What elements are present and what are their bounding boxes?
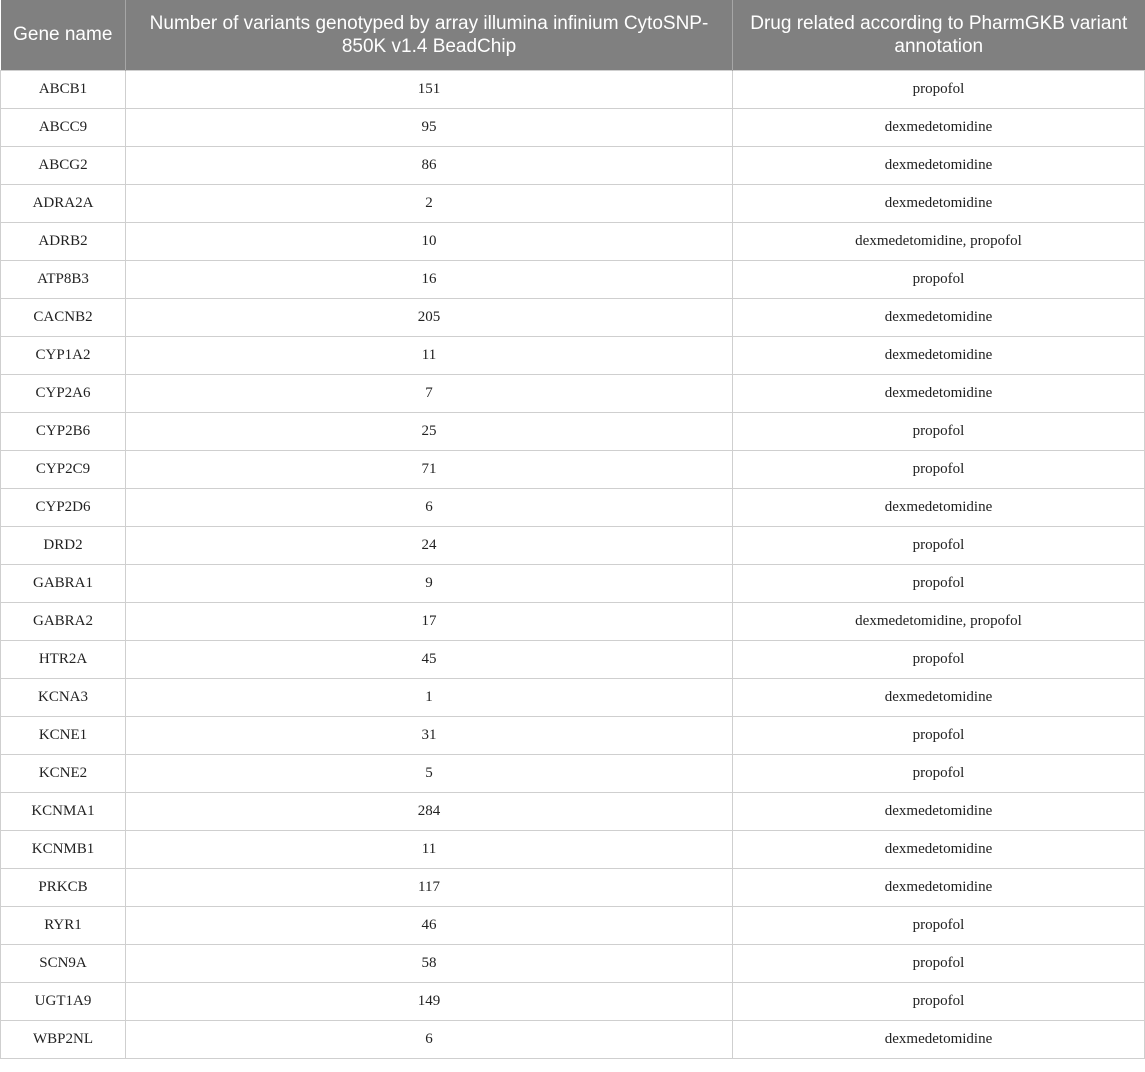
variant-count-cell: 11 <box>126 830 733 868</box>
table-row <box>1 602 1145 640</box>
drug-cell: dexmedetomidine <box>733 830 1145 868</box>
variant-count-cell: 2 <box>126 184 733 222</box>
variant-count-cell: 71 <box>126 450 733 488</box>
variant-count-cell: 5 <box>126 754 733 792</box>
gene-name-cell: ATP8B3 <box>1 260 126 298</box>
gene-name-cell: HTR2A <box>1 640 126 678</box>
header-gene-name: Gene name <box>1 0 126 70</box>
table-row <box>1 944 1145 982</box>
variant-count-cell: 6 <box>126 1020 733 1058</box>
drug-cell: propofol <box>733 754 1145 792</box>
drug-cell: propofol <box>733 450 1145 488</box>
gene-name-cell: UGT1A9 <box>1 982 126 1020</box>
gene-name-cell: CYP2B6 <box>1 412 126 450</box>
variant-count-cell: 284 <box>126 792 733 830</box>
drug-cell: propofol <box>733 640 1145 678</box>
gene-name-cell: ADRA2A <box>1 184 126 222</box>
variant-count-cell: 24 <box>126 526 733 564</box>
gene-name-cell: KCNMB1 <box>1 830 126 868</box>
gene-name-cell: CYP1A2 <box>1 336 126 374</box>
table-row <box>1 184 1145 222</box>
drug-cell: dexmedetomidine, propofol <box>733 222 1145 260</box>
variant-count-cell: 58 <box>126 944 733 982</box>
table-row <box>1 678 1145 716</box>
gene-name-cell: WBP2NL <box>1 1020 126 1058</box>
table-row <box>1 108 1145 146</box>
table-row <box>1 640 1145 678</box>
drug-cell: propofol <box>733 564 1145 602</box>
table-row <box>1 488 1145 526</box>
variant-count-cell: 95 <box>126 108 733 146</box>
variant-count-cell: 1 <box>126 678 733 716</box>
gene-name-cell: GABRA1 <box>1 564 126 602</box>
gene-name-cell: RYR1 <box>1 906 126 944</box>
table-row <box>1 1020 1145 1058</box>
drug-cell: dexmedetomidine <box>733 488 1145 526</box>
variant-count-cell: 151 <box>126 70 733 108</box>
table-row <box>1 336 1145 374</box>
table-row <box>1 868 1145 906</box>
variant-count-cell: 16 <box>126 260 733 298</box>
variant-count-cell: 9 <box>126 564 733 602</box>
header-drug-related: Drug related according to PharmGKB variant annotation <box>733 0 1145 70</box>
table-row <box>1 564 1145 602</box>
table-row <box>1 146 1145 184</box>
header-row <box>1 0 1145 70</box>
gene-name-cell: GABRA2 <box>1 602 126 640</box>
table-row <box>1 450 1145 488</box>
variant-count-cell: 11 <box>126 336 733 374</box>
table-row <box>1 260 1145 298</box>
table-row <box>1 906 1145 944</box>
table-row <box>1 982 1145 1020</box>
gene-name-cell: CACNB2 <box>1 298 126 336</box>
drug-cell: dexmedetomidine <box>733 1020 1145 1058</box>
variant-count-cell: 117 <box>126 868 733 906</box>
drug-cell: dexmedetomidine <box>733 108 1145 146</box>
gene-name-cell: ADRB2 <box>1 222 126 260</box>
drug-cell: propofol <box>733 982 1145 1020</box>
drug-cell: propofol <box>733 412 1145 450</box>
table-header <box>1 0 1145 70</box>
variant-count-cell: 7 <box>126 374 733 412</box>
table-row <box>1 222 1145 260</box>
drug-cell: dexmedetomidine <box>733 184 1145 222</box>
drug-cell: propofol <box>733 70 1145 108</box>
gene-name-cell: ABCB1 <box>1 70 126 108</box>
drug-cell: dexmedetomidine, propofol <box>733 602 1145 640</box>
variant-count-cell: 149 <box>126 982 733 1020</box>
table-row <box>1 716 1145 754</box>
table-row <box>1 830 1145 868</box>
drug-cell: propofol <box>733 526 1145 564</box>
drug-cell: propofol <box>733 906 1145 944</box>
gene-name-cell: KCNMA1 <box>1 792 126 830</box>
table-row <box>1 792 1145 830</box>
variant-count-cell: 6 <box>126 488 733 526</box>
drug-cell: dexmedetomidine <box>733 374 1145 412</box>
header-variant-count: Number of variants genotyped by array illumina infinium CytoSNP-850K v1.4 BeadChip <box>126 0 733 70</box>
table-row <box>1 374 1145 412</box>
variant-count-cell: 31 <box>126 716 733 754</box>
drug-cell: dexmedetomidine <box>733 336 1145 374</box>
drug-cell: dexmedetomidine <box>733 298 1145 336</box>
table-row <box>1 754 1145 792</box>
variant-count-cell: 25 <box>126 412 733 450</box>
variant-count-cell: 10 <box>126 222 733 260</box>
drug-cell: dexmedetomidine <box>733 146 1145 184</box>
drug-cell: propofol <box>733 260 1145 298</box>
gene-name-cell: PRKCB <box>1 868 126 906</box>
table-row <box>1 526 1145 564</box>
gene-name-cell: KCNE1 <box>1 716 126 754</box>
variant-count-cell: 86 <box>126 146 733 184</box>
drug-cell: dexmedetomidine <box>733 868 1145 906</box>
variant-count-cell: 45 <box>126 640 733 678</box>
table-row <box>1 70 1145 108</box>
variant-count-cell: 46 <box>126 906 733 944</box>
drug-cell: propofol <box>733 716 1145 754</box>
gene-name-cell: ABCG2 <box>1 146 126 184</box>
table-row <box>1 298 1145 336</box>
variant-count-cell: 17 <box>126 602 733 640</box>
gene-name-cell: ABCC9 <box>1 108 126 146</box>
gene-name-cell: CYP2D6 <box>1 488 126 526</box>
gene-name-cell: CYP2C9 <box>1 450 126 488</box>
gene-name-cell: DRD2 <box>1 526 126 564</box>
drug-cell: dexmedetomidine <box>733 792 1145 830</box>
table-row <box>1 412 1145 450</box>
drug-cell: propofol <box>733 944 1145 982</box>
gene-name-cell: KCNE2 <box>1 754 126 792</box>
gene-name-cell: SCN9A <box>1 944 126 982</box>
variant-count-cell: 205 <box>126 298 733 336</box>
gene-name-cell: CYP2A6 <box>1 374 126 412</box>
table-body <box>1 70 1145 1058</box>
drug-cell: dexmedetomidine <box>733 678 1145 716</box>
gene-name-cell: KCNA3 <box>1 678 126 716</box>
